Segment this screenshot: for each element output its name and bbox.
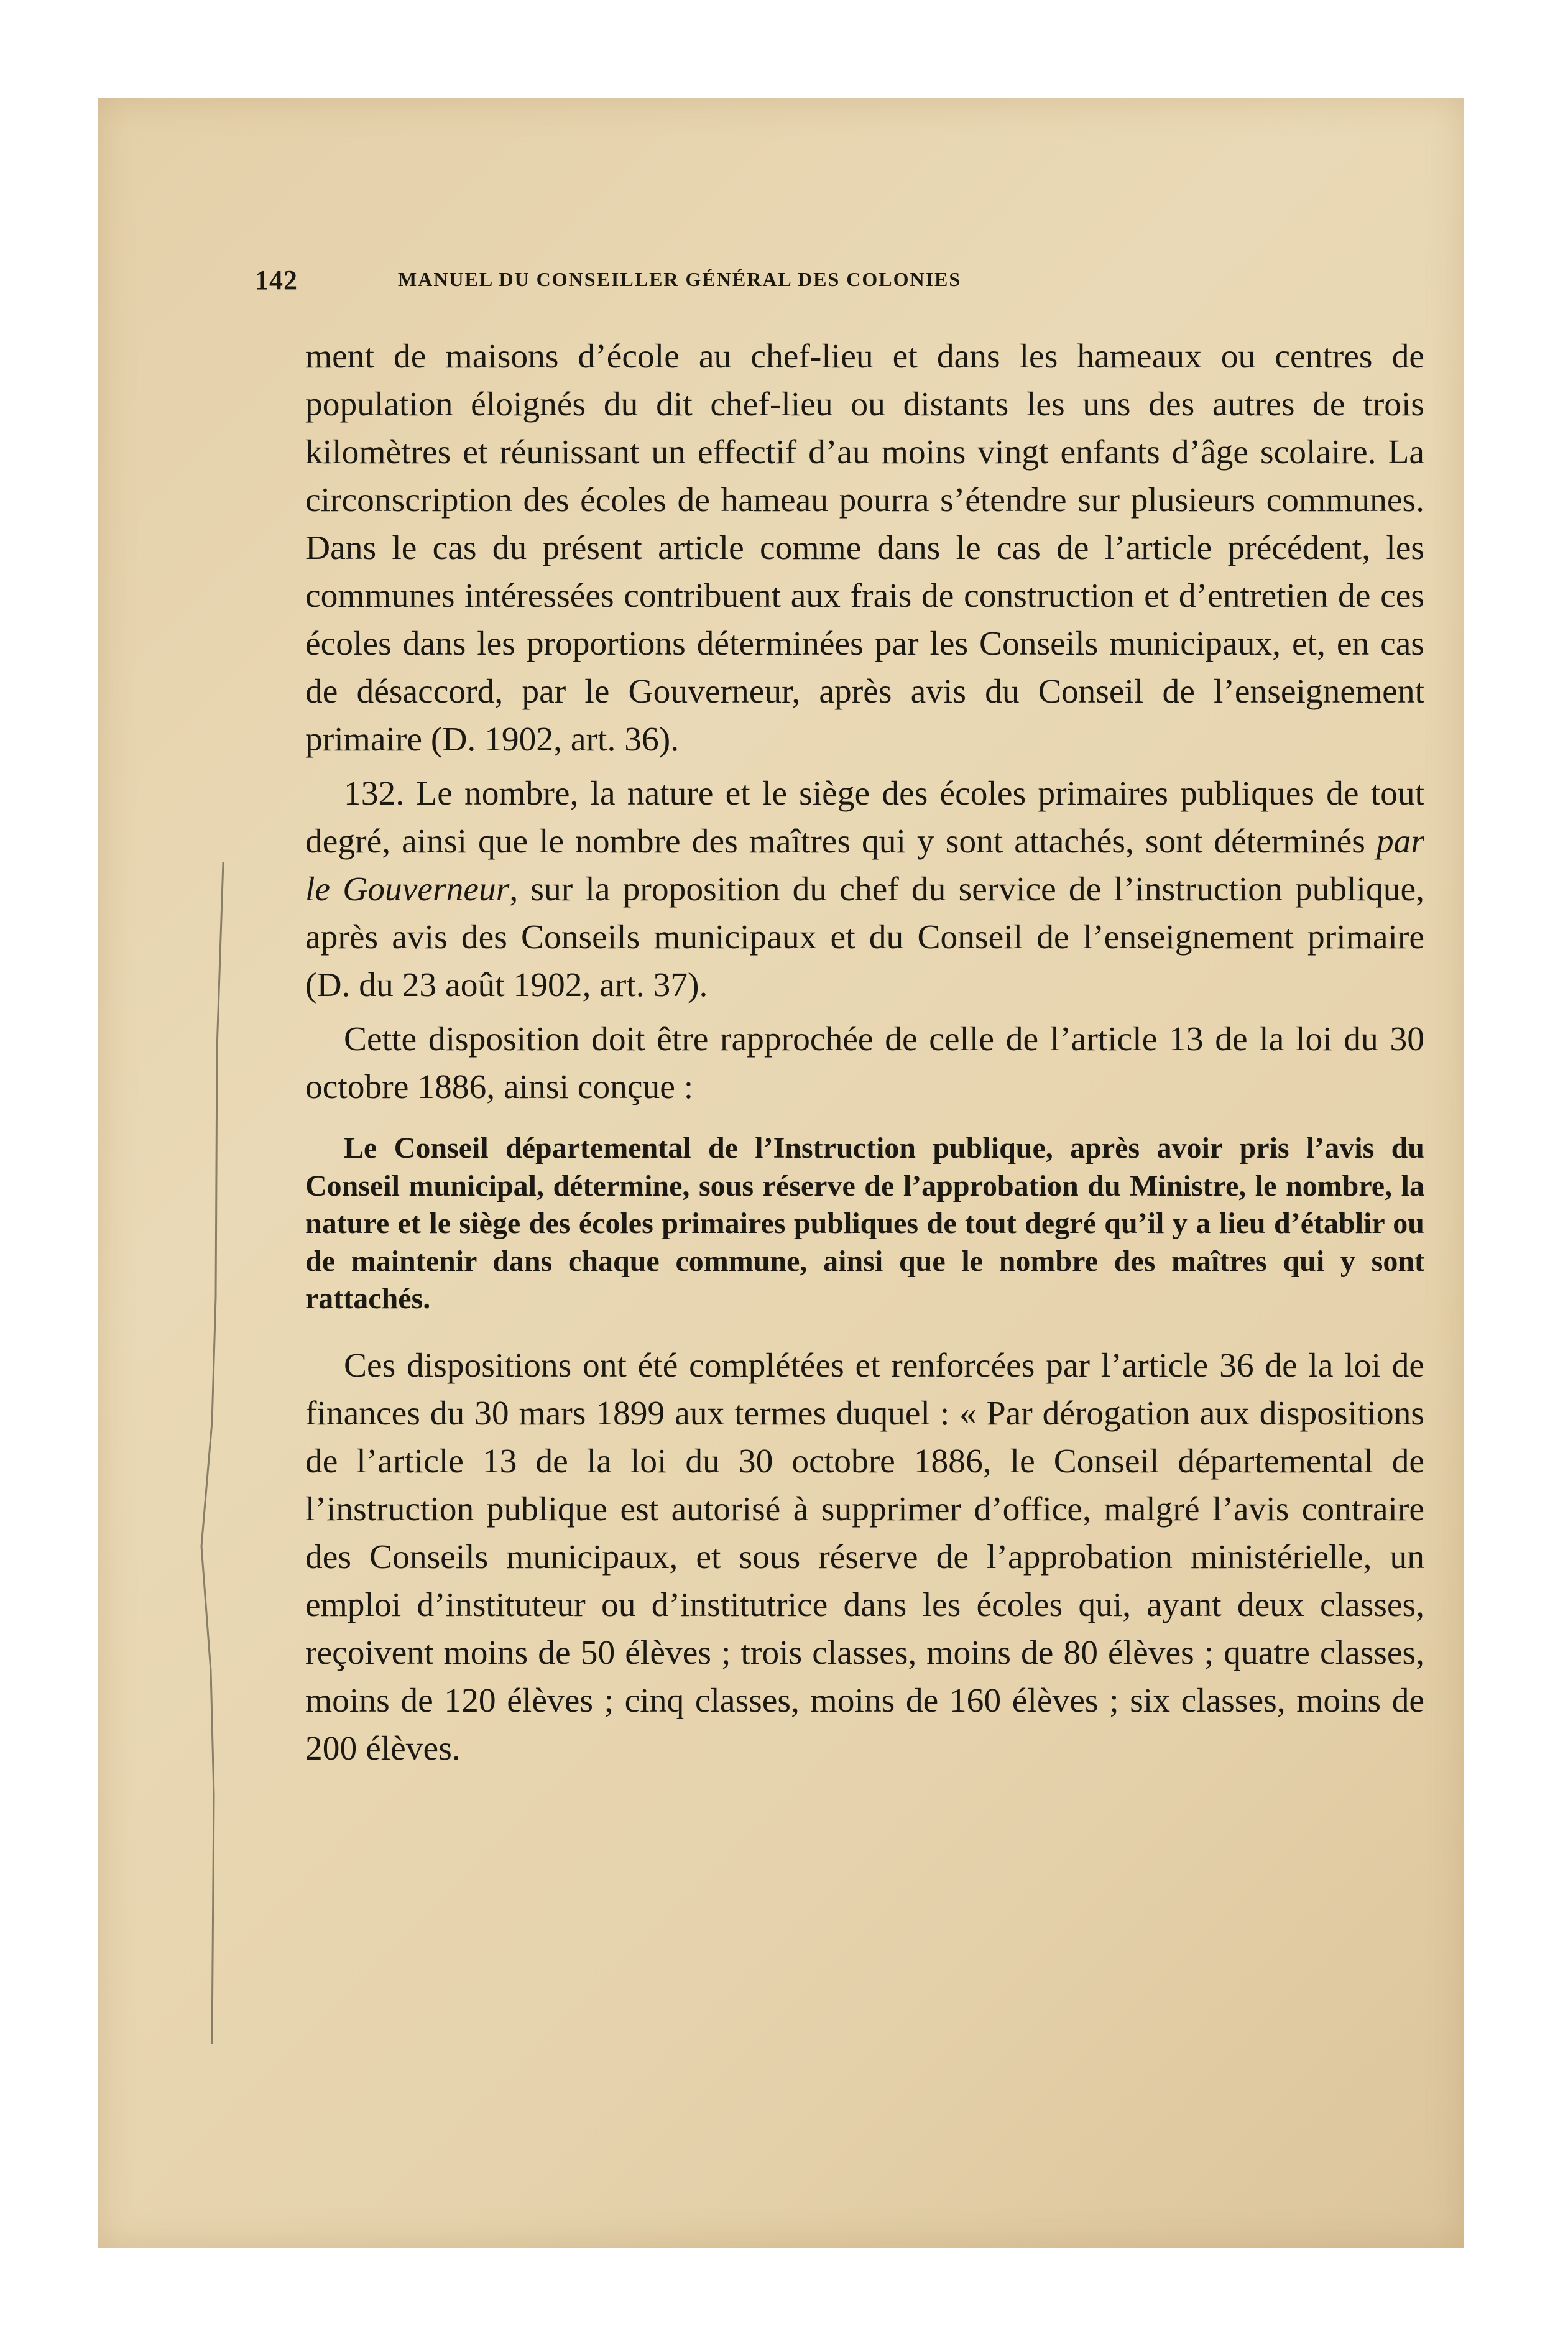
article-132-text: 132. Le nombre, la nature et le siège des écoles primaires publiques de tout degré, ainsi que le nombre des maîtres qui y sont attachés, sont déterminés: [305, 775, 1424, 861]
article-132-italic: par le Gouverneur: [305, 823, 1424, 908]
book-page: [98, 98, 1464, 2248]
paragraph-comparison: Cette disposition doit être rapprochée de celle de l’article 13 de la loi du 30 octobre 1886, ainsi conçue :: [305, 1020, 1424, 1106]
margin-pencil-line: [198, 862, 236, 2044]
quoted-law-text: Le Conseil départemental de l’Instruction publique, après avoir pris l’avis du Conseil municipal, détermine, sous réserve de l’approbation du Ministre, le nombre, la nature et le siège des écoles primaires publiques de tout degré qu’il y a lieu d’établir ou de maintenir dans chaque commune, ainsi que le nombre des maîtres qui y sont rattachés.: [305, 1132, 1424, 1315]
running-head: [255, 264, 1306, 302]
paragraph-finance-law: Ces dispositions ont été complétées et renforcées par l’article 36 de la loi de finances du 30 mars 1899 aux termes duquel : « Par dérogation aux dispositions de l’article 13 de la loi du 30 octobre 1886, le Conseil départemental de l’instruction publique est autorisé à supprimer d’office, malgré l’avis contraire des Conseils municipaux, et sous réserve de l’approbation ministérielle, un emploi d’instituteur ou d’institutrice dans les écoles qui, ayant deux classes, reçoivent moins de 50 élèves ; trois classes, moins de 80 élèves ; quatre classes, moins de 120 élèves ; cinq classes, moins de 160 élèves ; six classes, moins de 200 élèves.: [305, 1346, 1424, 1768]
paragraph-article-132: [305, 770, 1424, 1009]
running-title: MANUEL DU CONSEILLER GÉNÉRAL DES COLONIES: [398, 268, 962, 290]
article-132-text-end: , sur la proposition du chef du service de l’instruction publique, après avis des Conseils municipaux et du Conseil de l’enseignement primaire (D. du 23 août 1902, art. 37).: [305, 870, 1424, 1004]
text-block: [305, 333, 1424, 1773]
paragraph-continuation: ment de maisons d’école au chef-lieu et dans les hameaux ou centres de population éloignés du dit chef-lieu ou distants les uns des autres de trois kilomètres et réunissant un effectif d’au moins vingt enfants d’âge scolaire. La circonscription des écoles de hameau pourra s’étendre sur plusieurs communes. Dans le cas du présent article comme dans le cas de l’article précédent, les communes intéressées contribuent aux frais de construction et d’entretien de ces écoles dans les proportions déterminées par les Conseils municipaux, et, en cas de désaccord, par le Gouverneur, après avis du Conseil de l’enseignement primaire (D. 1902, art. 36).: [305, 338, 1424, 759]
page-number: 142: [255, 265, 298, 295]
